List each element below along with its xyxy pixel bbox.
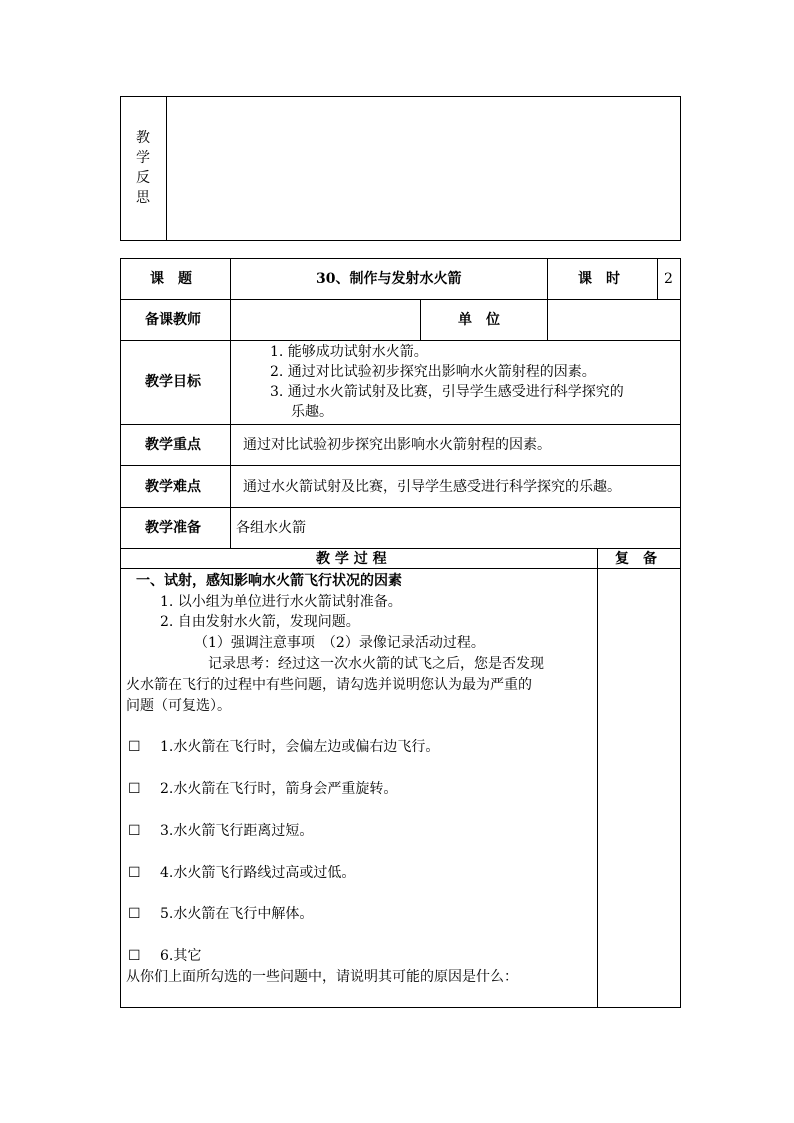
hours-value: 2	[664, 271, 673, 287]
checkbox[interactable]: ☐	[128, 823, 141, 839]
review-header: 复 备	[615, 551, 657, 567]
closing-question: 从你们上面所勾选的一些问题中，请说明其可能的原因是什么：	[126, 969, 518, 985]
checkbox[interactable]: ☐	[128, 739, 141, 755]
option-3: 3.水火箭飞行距离过短。	[160, 823, 314, 839]
goal-item-1: 1. 能够成功试射水火箭。	[270, 344, 428, 360]
option-6: 6.其它	[160, 948, 202, 964]
reflection-label-char-3: 反	[136, 170, 150, 186]
goal-item-3-cont: 乐趣。	[291, 404, 333, 420]
topic-value: 30、制作与发射水火箭	[316, 271, 462, 287]
teacher-label: 备课教师	[145, 312, 201, 328]
checkbox[interactable]: ☐	[128, 948, 141, 964]
difficulty-value: 通过水火箭试射及比赛，引导学生感受进行科学探究的乐趣。	[243, 479, 621, 495]
option-5: 5.水火箭在飞行中解体。	[160, 906, 314, 922]
topic-label: 课 题	[150, 271, 192, 287]
difficulty-label: 教学难点	[145, 479, 201, 495]
process-step-2: 2. 自由发射水火箭，发现问题。	[160, 614, 360, 630]
prep-value: 各组水火箭	[236, 520, 306, 536]
goal-item-3: 3. 通过水火箭试射及比赛，引导学生感受进行科学探究的	[270, 384, 624, 400]
option-1: 1.水火箭在飞行时，会偏左边或偏右边飞行。	[160, 739, 440, 755]
record-line-1: 记录思考：经过这一次水火箭的试飞之后，您是否发现	[208, 656, 544, 672]
reflection-label-char-2: 学	[136, 150, 150, 166]
checkbox[interactable]: ☐	[128, 781, 141, 797]
key-value: 通过对比试验初步探究出影响水火箭射程的因素。	[243, 437, 551, 453]
process-section-title: 一、试射，感知影响水火箭飞行状况的因素	[136, 573, 402, 589]
goals-label: 教学目标	[145, 374, 201, 390]
record-line-3: 问题（可复选）。	[126, 698, 231, 714]
unit-label: 单 位	[458, 312, 500, 328]
key-label: 教学重点	[145, 437, 201, 453]
hours-label: 课 时	[578, 271, 620, 287]
reflection-label-char-4: 思	[136, 190, 150, 206]
checkbox[interactable]: ☐	[128, 865, 141, 881]
record-line-2: 火水箭在飞行的过程中有些问题，请勾选并说明您认为最为严重的	[126, 677, 532, 693]
option-4: 4.水火箭飞行路线过高或过低。	[160, 865, 356, 881]
prep-label: 教学准备	[145, 520, 201, 536]
goal-item-2: 2. 通过对比试验初步探究出影响水火箭射程的因素。	[270, 364, 596, 380]
process-step-1: 1. 以小组为单位进行水火箭试射准备。	[160, 594, 402, 610]
checkbox[interactable]: ☐	[128, 906, 141, 922]
process-header: 教 学 过 程	[316, 551, 387, 567]
option-2: 2.水火箭在飞行时，箭身会严重旋转。	[160, 781, 398, 797]
reflection-label-char-1: 教	[136, 130, 150, 146]
process-substeps: （1）强调注意事项 （2）录像记录活动过程。	[194, 635, 485, 651]
